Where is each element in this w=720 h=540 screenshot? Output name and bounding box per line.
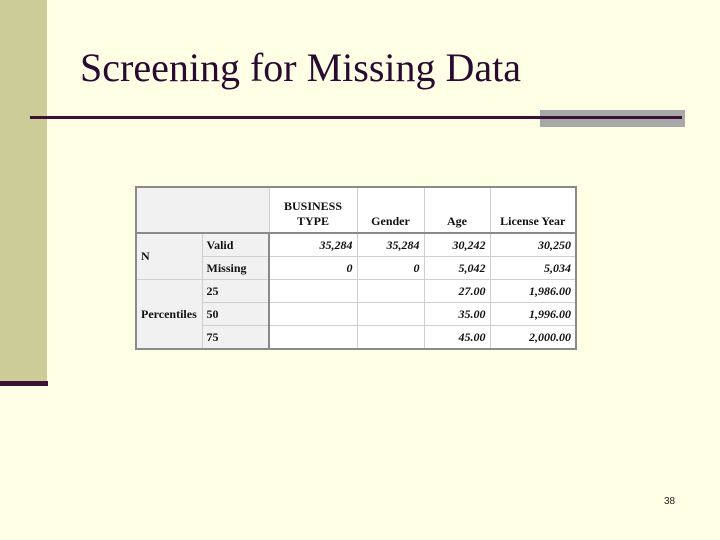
table-cell: 35,284 (269, 233, 357, 257)
table-cell (357, 303, 424, 326)
table-cell (357, 326, 424, 350)
table-corner-cell (136, 187, 269, 233)
table-cell: 2,000.00 (490, 326, 576, 350)
row-label: 25 (202, 280, 269, 303)
table-cell: 0 (357, 257, 424, 280)
table-cell: 5,034 (490, 257, 576, 280)
table-cell: 45.00 (424, 326, 490, 350)
table-cell (269, 303, 357, 326)
column-header: Gender (357, 187, 424, 233)
statistics-table (135, 186, 577, 350)
table-row (136, 303, 576, 326)
table-row (136, 280, 576, 303)
table-cell: 1,986.00 (490, 280, 576, 303)
table-cell: 30,250 (490, 233, 576, 257)
column-header: Age (424, 187, 490, 233)
table-cell: 27.00 (424, 280, 490, 303)
row-label: 75 (202, 326, 269, 350)
slide-number: 38 (664, 496, 676, 507)
table-cell: 1,996.00 (490, 303, 576, 326)
table-header-row (136, 187, 576, 233)
slide-title: Screening for Missing Data (80, 45, 522, 90)
table-row (136, 257, 576, 280)
left-accent-bar (0, 0, 47, 383)
group-label-percentiles: Percentiles (136, 280, 202, 350)
table-cell (357, 280, 424, 303)
column-header: License Year (490, 187, 576, 233)
row-label: Valid (202, 233, 269, 257)
table-cell (269, 326, 357, 350)
row-label: Missing (202, 257, 269, 280)
table-cell: 0 (269, 257, 357, 280)
table-cell: 35.00 (424, 303, 490, 326)
table-row (136, 326, 576, 350)
column-header: BUSINESS TYPE (269, 187, 357, 233)
table-cell: 5,042 (424, 257, 490, 280)
table-row (136, 233, 576, 257)
row-label: 50 (202, 303, 269, 326)
title-rule (30, 116, 682, 119)
table-cell: 35,284 (357, 233, 424, 257)
left-accent-bar-foot (0, 381, 48, 386)
table-cell: 30,242 (424, 233, 490, 257)
table-cell (269, 280, 357, 303)
group-label-n: N (136, 233, 202, 280)
